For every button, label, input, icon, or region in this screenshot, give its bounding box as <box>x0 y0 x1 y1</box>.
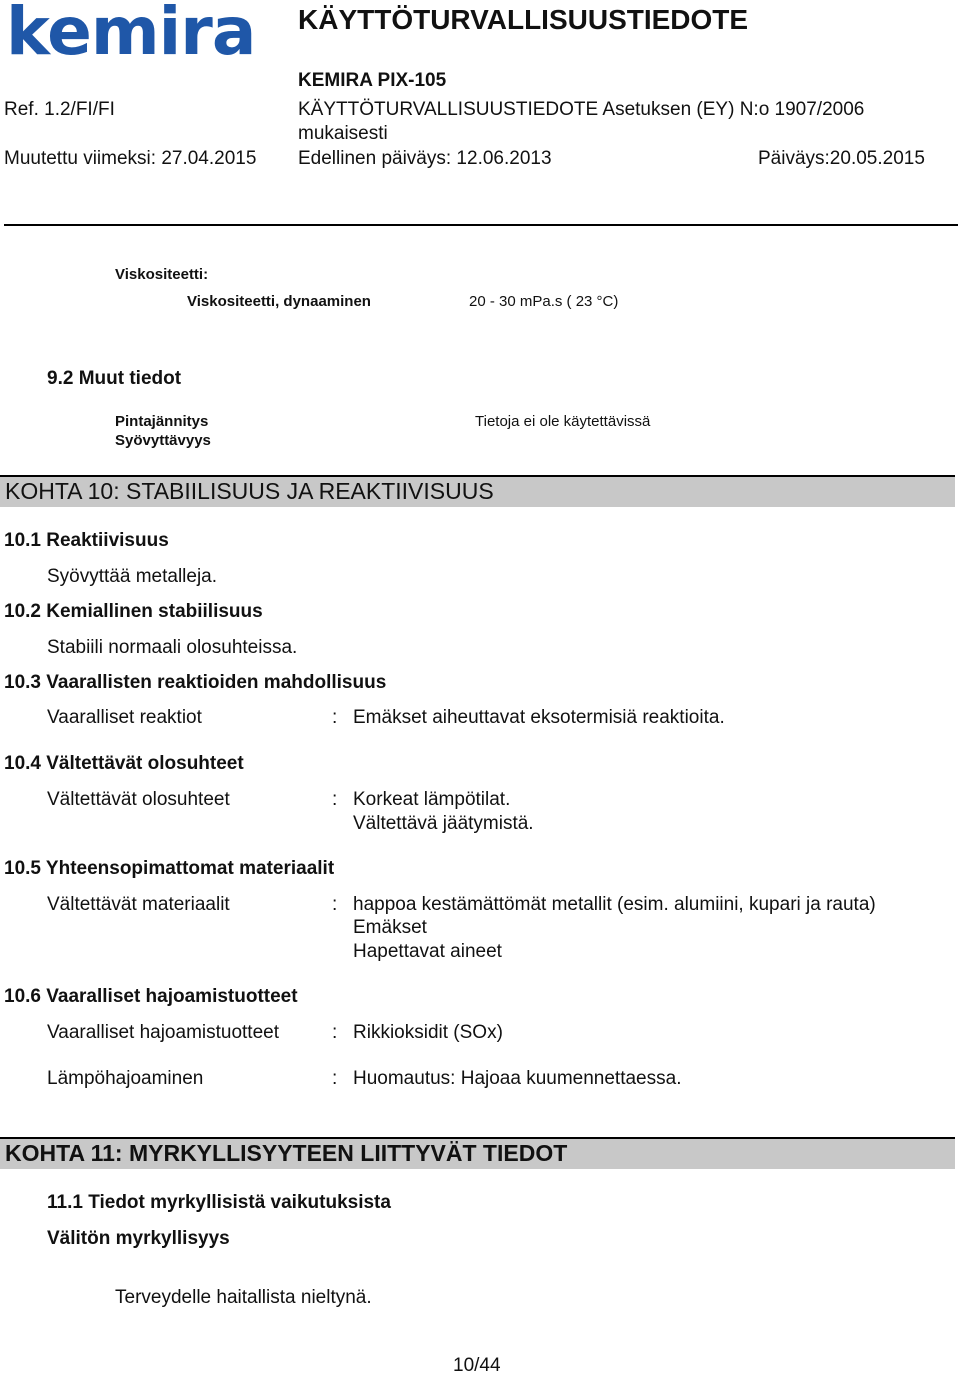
hazardous-reactions-label: Vaaralliset reaktiot <box>47 707 202 728</box>
thermal-decomposition-value: Huomautus: Hajoaa kuumennettaessa. <box>353 1068 682 1089</box>
incompatible-heading: 10.5 Yhteensopimattomat materiaalit <box>4 858 335 879</box>
reactivity-heading: 10.1 Reaktiivisuus <box>4 530 169 551</box>
colon: : <box>332 789 338 810</box>
other-info-heading: 9.2 Muut tiedot <box>47 368 182 389</box>
colon: : <box>332 1022 338 1043</box>
section-11-title: KOHTA 11: MYRKYLLISYYTEEN LIITTYVÄT TIEDOT <box>5 1140 568 1166</box>
surface-tension-label: Pintajännitys <box>115 413 209 430</box>
decomposition-label: Vaaralliset hajoamistuotteet <box>47 1022 279 1043</box>
toxicological-heading: 11.1 Tiedot myrkyllisistä vaikutuksista <box>47 1192 391 1213</box>
conditions-heading: 10.4 Vältettävät olosuhteet <box>4 753 244 774</box>
incompatible-value-1: happoa kestämättömät metallit (esim. alumiini, kupari ja rauta) <box>353 894 876 915</box>
conditions-value-2: Vältettävä jäätymistä. <box>353 813 534 834</box>
corrosivity-label: Syövyttävyys <box>115 432 211 449</box>
modified-date: Muutettu viimeksi: 27.04.2015 <box>4 148 257 169</box>
stability-text: Stabiili normaali olosuhteissa. <box>47 637 298 658</box>
thermal-decomposition-label: Lämpöhajoaminen <box>47 1068 204 1089</box>
reference: Ref. 1.2/FI/FI <box>4 99 115 120</box>
colon: : <box>332 707 338 728</box>
acute-toxicity-text: Terveydelle haitallista nieltynä. <box>115 1287 372 1308</box>
issue-date: Päiväys:20.05.2015 <box>758 148 925 169</box>
colon: : <box>332 894 338 915</box>
acute-toxicity-heading: Välitön myrkyllisyys <box>47 1228 230 1249</box>
colon: : <box>332 1068 338 1089</box>
viscosity-dynamic-label: Viskositeetti, dynaaminen <box>187 293 371 310</box>
other-info-value: Tietoja ei ole käytettävissä <box>475 413 651 430</box>
regulation-line-2: mukaisesti <box>298 123 388 144</box>
hazardous-reactions-heading: 10.3 Vaarallisten reaktioiden mahdollisuus <box>4 672 387 693</box>
decomposition-heading: 10.6 Vaaralliset hajoamistuotteet <box>4 986 298 1007</box>
conditions-label: Vältettävät olosuhteet <box>47 789 230 810</box>
document-title: KÄYTTÖTURVALLISUUSTIEDOTE <box>298 4 749 35</box>
company-logo: kemira <box>6 0 256 70</box>
hazardous-reactions-value: Emäkset aiheuttavat eksotermisiä reaktioita. <box>353 707 725 728</box>
header-divider <box>4 224 958 226</box>
product-name: KEMIRA PIX-105 <box>298 70 447 91</box>
page-number: 10/44 <box>453 1355 501 1376</box>
decomposition-value: Rikkioksidit (SOx) <box>353 1022 503 1043</box>
regulation-line-1: KÄYTTÖTURVALLISUUSTIEDOTE Asetuksen (EY) N:o 1907/2006 <box>298 99 865 120</box>
viscosity-value: 20 - 30 mPa.s ( 23 °C) <box>469 293 619 310</box>
viscosity-label: Viskositeetti: <box>115 266 209 283</box>
incompatible-value-2: Emäkset <box>353 917 427 938</box>
reactivity-text: Syövyttää metalleja. <box>47 566 218 587</box>
previous-date: Edellinen päiväys: 12.06.2013 <box>298 148 552 169</box>
incompatible-label: Vältettävät materiaalit <box>47 894 230 915</box>
conditions-value-1: Korkeat lämpötilat. <box>353 789 511 810</box>
section-10-title: KOHTA 10: STABIILISUUS JA REAKTIIVISUUS <box>5 478 494 504</box>
stability-heading: 10.2 Kemiallinen stabiilisuus <box>4 601 263 622</box>
incompatible-value-3: Hapettavat aineet <box>353 941 502 962</box>
